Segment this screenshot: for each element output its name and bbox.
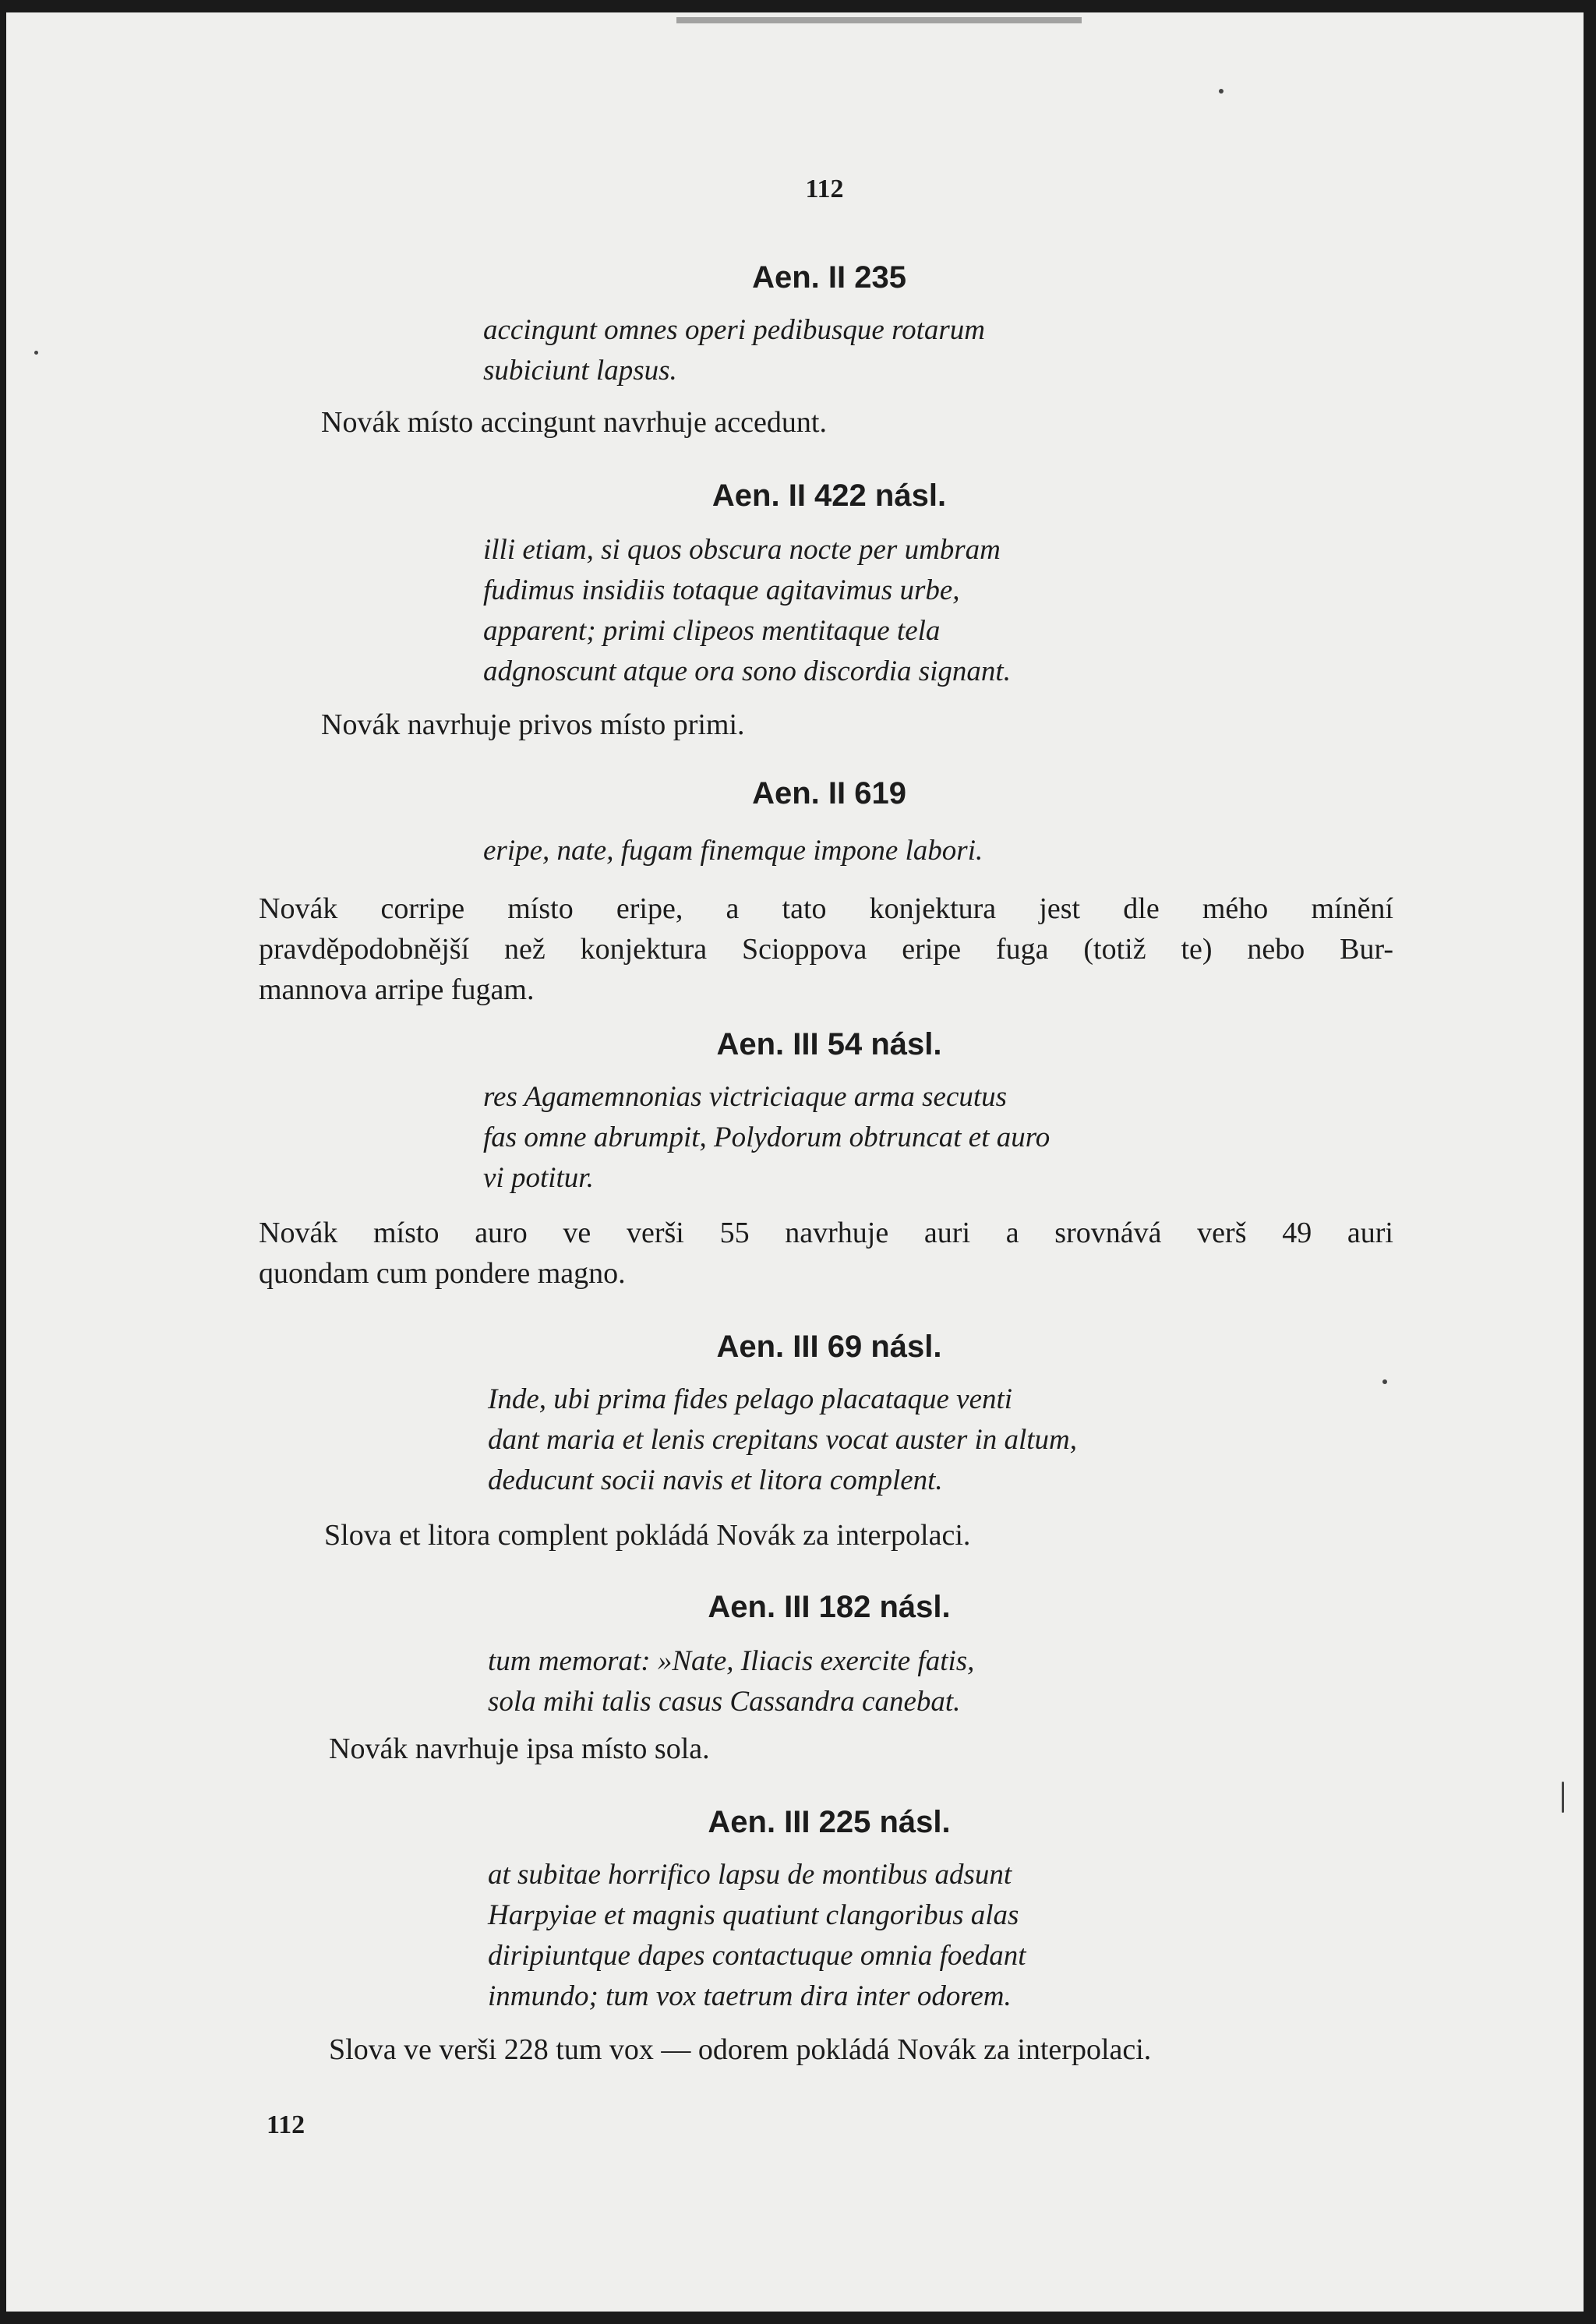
section-heading: Aen. II 235 — [752, 260, 906, 295]
note-line: Novák corripe místo eripe, a tato konjektura jest dle mého mínění — [259, 892, 1393, 925]
scan-speck — [1219, 89, 1223, 94]
verse-block — [483, 310, 985, 391]
footer-page-number: 112 — [267, 2110, 305, 2139]
section-heading: Aen. II 422 násl. — [711, 479, 947, 513]
note — [259, 888, 1393, 1010]
verse-line: eripe, nate, fugam finemque impone labori. — [483, 835, 983, 867]
note-line: Slova ve verši 228 tum vox — odorem pokládá Novák za interpolaci. — [329, 2033, 1152, 2066]
verse-block — [483, 831, 983, 871]
note-line: Novák místo accingunt navrhuje accedunt. — [321, 406, 827, 439]
note-line: Novák místo auro ve verši 55 navrhuje auri a srovnává verš 49 auri — [259, 1217, 1393, 1249]
section-heading: Aen. III 182 násl. — [708, 1590, 951, 1624]
verse-line: fudimus insidiis totaque agitavimus urbe, — [483, 574, 960, 606]
section-heading: Aen. III 69 násl. — [716, 1330, 942, 1364]
note-line: Novák navrhuje ipsa místo sola. — [329, 1732, 710, 1765]
note — [321, 705, 1412, 745]
note-line: Slova et litora complent pokládá Novák za interpolaci. — [324, 1519, 971, 1552]
verse-line: Harpyiae et magnis quatiunt clangoribus alas — [488, 1899, 1019, 1931]
verse-line: at subitae horrifico lapsu de montibus adsunt — [488, 1859, 1012, 1891]
section-heading: Aen. II 619 — [752, 776, 906, 811]
verse-line: accingunt omnes operi pedibusque rotarum — [483, 314, 985, 346]
verse-block — [488, 1379, 1077, 1501]
note-line: mannova arripe fugam. — [259, 973, 535, 1006]
verse-line: fas omne abrumpit, Polydorum obtruncat et auro — [483, 1121, 1050, 1153]
verse-block — [488, 1641, 974, 1722]
verse-block — [488, 1855, 1026, 2017]
verse-line: tum memorat: »Nate, Iliacis exercite fatis, — [488, 1645, 975, 1677]
note-line: Novák navrhuje privos místo primi. — [321, 708, 745, 741]
section-heading: Aen. III 54 násl. — [716, 1027, 942, 1061]
verse-line: res Agamemnonias victriciaque arma secutus — [483, 1081, 1008, 1113]
verse-block — [483, 530, 1011, 692]
scan-speck — [1562, 1782, 1564, 1813]
page — [6, 12, 1584, 2312]
verse-line: deducunt socii navis et litora complent. — [488, 1464, 943, 1496]
scan-speck — [34, 351, 38, 355]
verse-line: illi etiam, si quos obscura nocte per umbram — [483, 534, 1001, 566]
section-heading: Aen. III 225 násl. — [708, 1805, 951, 1839]
note — [321, 402, 1412, 443]
verse-block — [483, 1077, 1050, 1199]
verse-line: dant maria et lenis crepitans vocat auster in altum, — [488, 1424, 1078, 1456]
note — [329, 2029, 1420, 2070]
note — [329, 1729, 1420, 1769]
verse-line: vi potitur. — [483, 1162, 594, 1194]
verse-line: sola mihi talis casus Cassandra canebat. — [488, 1686, 961, 1718]
scan-speck — [1382, 1379, 1387, 1384]
note-line: quondam cum pondere magno. — [259, 1257, 626, 1290]
verse-line: apparent; primi clipeos mentitaque tela — [483, 615, 941, 647]
note-line: pravděpodobnější než konjektura Scioppova eripe fuga (totiž te) nebo Bur- — [259, 933, 1393, 966]
verse-line: subiciunt lapsus. — [483, 355, 677, 387]
verse-line: inmundo; tum vox taetrum dira inter odorem. — [488, 1980, 1012, 2012]
note — [259, 1213, 1393, 1294]
note — [324, 1515, 1415, 1556]
verse-line: adgnoscunt atque ora sono discordia signant. — [483, 655, 1011, 687]
scan-artifact — [676, 17, 1082, 23]
page-number: 112 — [805, 175, 844, 203]
verse-line: Inde, ubi prima fides pelago placataque venti — [488, 1383, 1013, 1415]
verse-line: diripiuntque dapes contactuque omnia foedant — [488, 1940, 1026, 1972]
